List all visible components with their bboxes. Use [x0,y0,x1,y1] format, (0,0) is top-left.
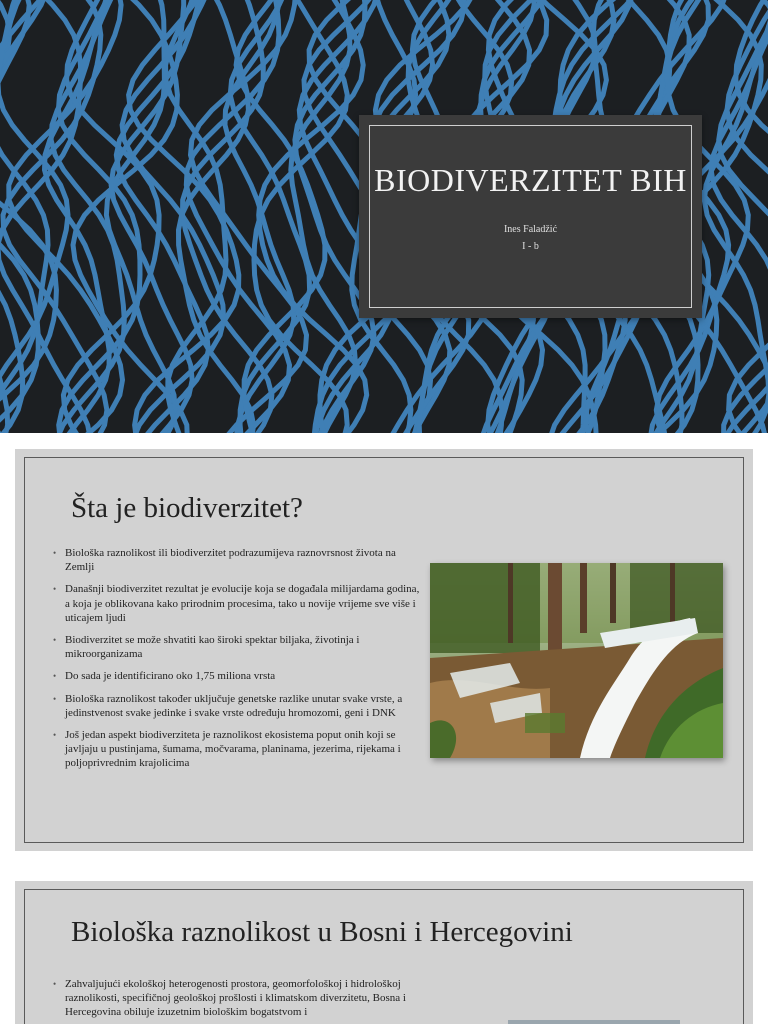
title-slide [0,0,768,433]
class-label: I - b [522,241,539,252]
presentation-title: BIODIVERZITET BIH [374,162,687,198]
list-item [53,546,423,574]
bullet-icon: • [53,693,57,704]
bullet-icon: • [53,548,57,558]
list-item [53,669,423,683]
bullet-text: Još jedan aspekt biodiverziteta je raznolikost ekosistema poput onih koji se javljaju u pustinjama, šumama, močvarama, planinama, jezerima, rijekama i poljoprivrednim krajolicima [65,729,401,770]
waterfall-image [430,563,723,758]
bullet-text: Do sada je identificirano oko 1,75 miliona vrsta [65,670,276,683]
list-item [53,977,423,1020]
bullet-list [53,546,423,779]
list-item [53,728,423,771]
slide-biodiversity-bih [15,881,753,1024]
bullet-list [53,977,423,1024]
bullet-text: Današnji biodiverzitet rezultat je evolucije koja se događala milijardama godina, a koja je oblikovana kako prirodnim procesima, tako u novije vrijeme sve više i uticajem ljudi [65,583,420,624]
bullet-icon: • [53,979,57,989]
bullet-icon: • [53,730,57,741]
bullet-icon: • [53,635,57,646]
bullet-text: Biološka raznolikost također uključuje genetske razlike unutar svake vrste, a jedinstvenost svake jedinke i svake vrste određuju hromozomi, geni i DNK [65,692,403,719]
title-box-frame [369,125,692,308]
list-item [53,633,423,661]
forest-waterfall-photo [430,563,723,758]
bullet-text: Biodiverzitet se može shvatiti kao široki spektar biljaka, životinja i mikroorganizama [65,634,360,661]
bullet-text: Biološka raznolikost ili biodiverzitet podrazumijeva raznovrsnost života na Zemlji [65,547,396,574]
list-item [53,582,423,625]
slide-heading: Biološka raznolikost u Bosni i Hercegovini [71,916,573,948]
bullet-icon: • [53,584,57,595]
bullet-text: Zahvaljujući ekološkoj heterogenosti prostora, geomorfološkoj i hidrološkoj raznolikosti, specifičnoj geološkoj prošlosti i klimatskom diverzitetu, Bosna i Hercegovina obiluje izuzetnim biološkim bogatstvom i [65,978,406,1019]
author-name: Ines Faladžić [503,224,558,235]
slide-what-is-biodiversity [15,449,753,851]
title-box [359,115,702,318]
list-item [53,692,423,720]
landscape-photo-partial [508,1020,680,1024]
slide-heading: Šta je biodiverzitet? [71,492,303,524]
bullet-icon: • [53,671,57,682]
